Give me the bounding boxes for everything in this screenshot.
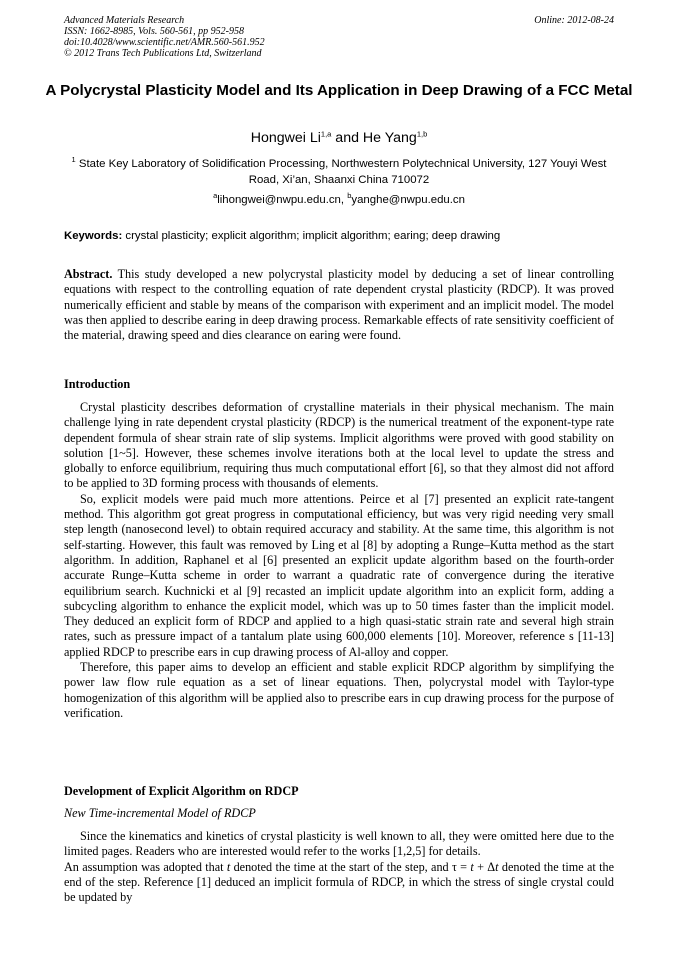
keywords bbox=[64, 229, 614, 244]
text-run: denoted the time at the end of the step. Reference [1] deduced an implicit formula of RDCP, in which the stress of single crystal could be updated by bbox=[64, 859, 614, 905]
author-name: He Yang bbox=[362, 130, 417, 146]
paragraph: Crystal plasticity describes deformation of crystalline materials in their physical mechanism. The main challenge lying in rate dependent crystal plasticity (RDCP) is the numerical treatment of the exponent-type rate dependent formula of shear strain rate of slip systems. Implicit algorithms were proved with good stability on solution [1~5]. However, these schemes involve iterations both at the local level to update the stress and globally to enforce equilibrium, requiring thus much computational effort [6], so that they almost did not afford to be applied to 3D forming process with thousands of elements. bbox=[64, 400, 614, 491]
affiliation-text: State Key Laboratory of Solidification Processing, Northwestern Polytechnical University, 127 Youyi West Road, Xi’an, Shaanxi China 710072 bbox=[75, 158, 607, 186]
journal-header bbox=[64, 15, 265, 59]
math-var: t bbox=[226, 859, 231, 874]
subsection-heading: New Time-incremental Model of RDCP bbox=[64, 806, 256, 820]
text-run: denoted the time at the start of the step, and τ = bbox=[230, 859, 471, 874]
paragraph: So, explicit models were paid much more attentions. Peirce et al [7] presented an explicit rate-tangent method. This algorithm got great progress in computational efficiency, but was very rigid needing very small step length (nanosecond level) to obtain required accuracy and stability. At the same time, this algorithm is not self-starting. However, this fault was removed by Ling et al [8] by adopting a Runge–Kutta method as the start algorithm. In addition, Raphanel et al [6] presented an explicit update algorithm based on the fourth-order accurate Runge–Kutta scheme in order to warrant a quadratic rate of convergence during the iterative equilibrium search. Kuchnicki et al [9] recasted an implicit update algorithm into an explicit form, adding a subcycling algorithm to enhance the explicit model, which was up to 50 times faster than the implicit model. They deduced an explicit form of RDCP and applied to a high quasi-static strain rate and several high strain rates, such as pressure impact of a tantalum plate using 600,000 elements [10]. Moreover, reference s [11-13] applied RDCP to prescribe ears in cup drawing process of Al-alloy and copper. bbox=[64, 491, 614, 659]
email-link[interactable]: yanghe@nwpu.edu.cn bbox=[351, 194, 465, 206]
keywords-label: Keywords: bbox=[64, 230, 123, 242]
text-run: An assumption was adopted that bbox=[64, 859, 227, 874]
abstract-label: Abstract. bbox=[64, 267, 113, 281]
affiliation bbox=[70, 157, 608, 188]
email-mark: b bbox=[347, 191, 352, 201]
paragraph bbox=[64, 860, 614, 906]
author-name: Hongwei Li bbox=[250, 130, 321, 146]
email-mark: a bbox=[213, 191, 218, 201]
paragraph: Therefore, this paper aims to develop an efficient and stable explicit RDCP algorithm by simplifying the power law flow rule equation as a set of linear equations. Then, polycrystal model with Taylor-type homogenization of this algorithm will be applied also to prescribe ears in cup drawing process for the purpose of verification. bbox=[64, 660, 614, 720]
text-run: + Δ bbox=[473, 859, 496, 874]
affiliation-mark: 1 bbox=[71, 155, 76, 165]
math-var: t bbox=[495, 859, 499, 874]
keywords-text: crystal plasticity; explicit algorithm; implicit algorithm; earing; deep drawing bbox=[122, 230, 501, 242]
author-emails bbox=[40, 193, 638, 207]
author-conjunction: and bbox=[331, 130, 363, 146]
author-line bbox=[40, 128, 638, 148]
email-separator: , bbox=[340, 194, 348, 206]
abstract-text: This study developed a new polycrystal plasticity model by deducing a set of linear controlling equations with respect to the controlling equation of rate dependent crystal plasticity (RDCP). It was proved numerically efficient and stable by means of the comparison with experiment and an implicit model. The model was then applied to describe earing in deep drawing process. Remarkable effects of rate sensitivity coefficient of the material, drawing speed and dies clearance on earing were found. bbox=[64, 267, 614, 343]
paper-title: A Polycrystal Plasticity Model and Its Application in Deep Drawing of a FCC Metal bbox=[45, 82, 633, 99]
online-date: Online: 2012-08-24 bbox=[534, 15, 614, 26]
email-link[interactable]: lihongwei@nwpu.edu.cn bbox=[217, 194, 341, 206]
doi-line[interactable]: doi:10.4028/www.scientific.net/AMR.560-561.952 bbox=[64, 37, 265, 48]
author-affil-mark: 1,b bbox=[416, 129, 428, 139]
copyright-line: © 2012 Trans Tech Publications Ltd, Switzerland bbox=[64, 48, 262, 59]
author-affil-mark: 1,a bbox=[320, 129, 332, 139]
journal-name: Advanced Materials Research bbox=[64, 15, 185, 26]
development-body bbox=[64, 829, 614, 905]
paragraph: Since the kinematics and kinetics of crystal plasticity is well known to all, they were omitted here due to the limited pages. Readers who are interested would refer to the works [1,2,5] for details. bbox=[64, 829, 614, 859]
section-heading: Introduction bbox=[64, 377, 131, 391]
introduction-body bbox=[64, 400, 614, 721]
math-var: t bbox=[470, 859, 474, 874]
section-heading: Development of Explicit Algorithm on RDCP bbox=[64, 784, 299, 798]
abstract bbox=[64, 267, 614, 343]
issn-line: ISSN: 1662-8985, Vols. 560-561, pp 952-958 bbox=[64, 26, 244, 37]
